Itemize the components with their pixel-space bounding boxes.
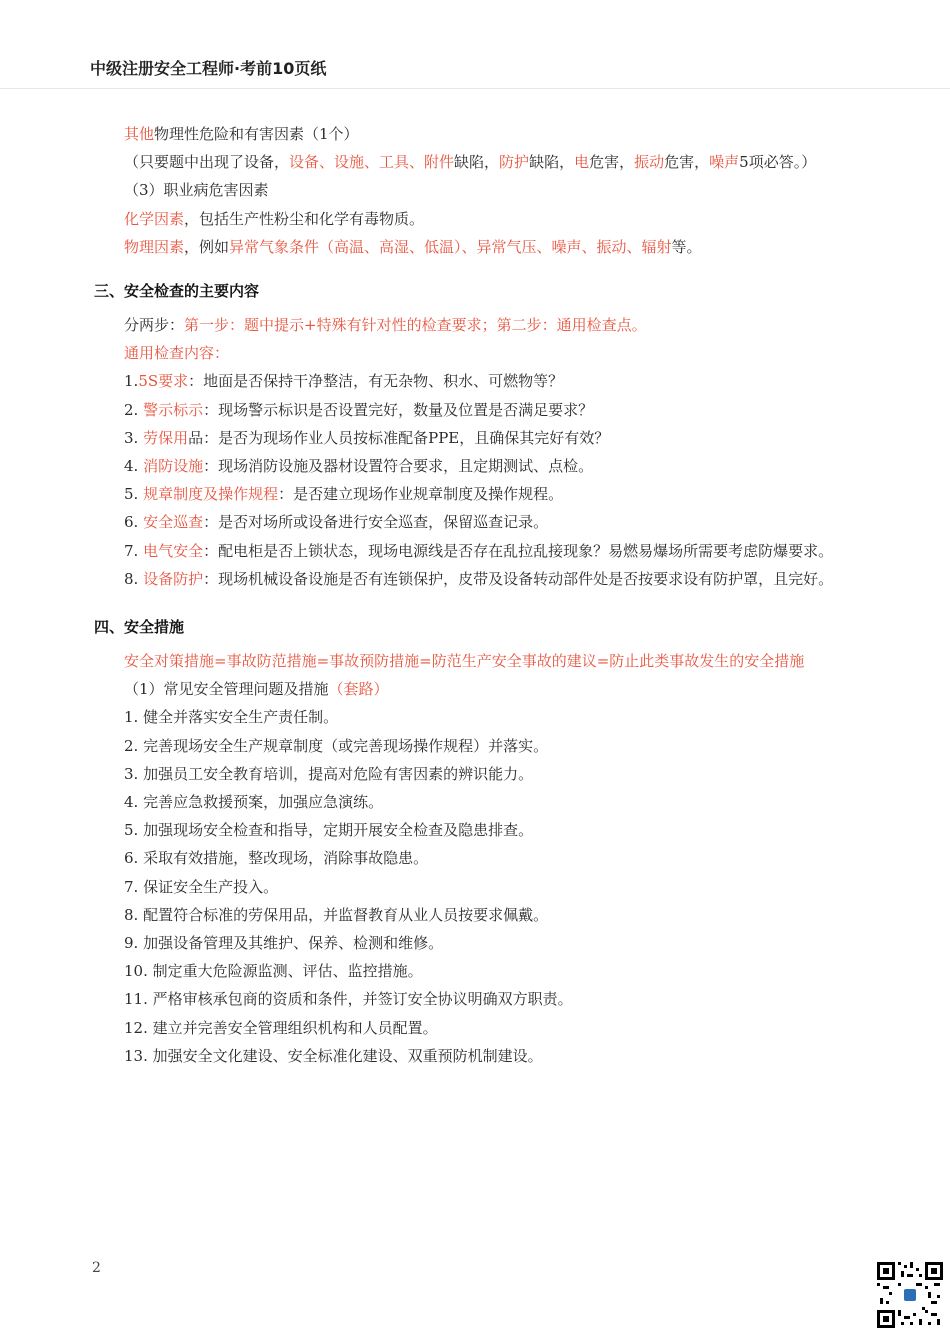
list-item: 4. 完善应急救援预案，加强应急演练。: [124, 793, 384, 812]
list-item: 3. 劳保用品：是否为现场作业人员按标准配备PPE，且确保其完好有效？: [124, 428, 610, 447]
list-item: 6. 采取有效措施，整改现场，消除事故隐患。: [124, 849, 429, 868]
section-4-heading: 四、安全措施: [94, 618, 185, 637]
section-3-heading: 三、安全检查的主要内容: [94, 282, 260, 301]
list-item: 7. 保证安全生产投入。: [124, 877, 279, 896]
list-item: 2. 警示标示：现场警示标识是否设置完好，数量及位置是否满足要求？: [124, 400, 594, 419]
measures-list: [94, 703, 839, 1070]
list-item: 7. 电气安全：配电柜是否上锁状态，现场电源线是否存在乱拉乱接现象？易燃易爆场所需要考虑防爆要求。: [124, 541, 834, 560]
header-divider: [0, 88, 950, 89]
physical-factors-line: 物理因素，例如异常气象条件（高温、高湿、低温）、异常气压、噪声、振动、辐射等。: [124, 237, 702, 256]
list-item: 11. 严格审核承包商的资质和条件，并签订安全协议明确双方职责。: [124, 990, 573, 1009]
chemical-factors-line: 化学因素，包括生产性粉尘和化学有毒物质。: [124, 209, 425, 228]
list-item: 5. 规章制度及操作规程：是否建立现场作业规章制度及操作规程。: [124, 485, 564, 504]
list-item: 5. 加强现场安全检查和指导，定期开展安全检查及隐患排查。: [124, 821, 534, 840]
list-item: 13. 加强安全文化建设、安全标准化建设、双重预防机制建设。: [124, 1046, 543, 1065]
page-header-title: 中级注册安全工程师·考前10页纸: [90, 59, 327, 78]
general-inspection-subtitle: 通用检查内容：: [124, 344, 230, 363]
list-item: 2. 完善现场安全生产规章制度（或完善现场操作规程）并落实。: [124, 736, 549, 755]
list-item: 1. 健全并落实安全生产责任制。: [124, 708, 339, 727]
occupational-hazards-title: （3）职业病危害因素: [124, 181, 269, 200]
qr-code-icon: [877, 1262, 943, 1328]
list-item: 9. 加强设备管理及其维护、保养、检测和维修。: [124, 934, 444, 953]
list-item: 6. 安全巡查：是否对场所或设备进行安全巡查，保留巡查记录。: [124, 513, 549, 532]
inspection-list: [94, 367, 839, 593]
inspection-intro: 分两步：第一步：题中提示+特殊有针对性的检查要求；第二步：通用检查点。: [124, 316, 647, 335]
list-item: 1.5S要求：地面是否保持干净整洁，有无杂物、积水、可燃物等？: [124, 372, 564, 391]
other-physical-hazards-note: （只要题中出现了设备，设备、设施、工具、附件缺陷，防护缺陷，电危害，振动危害，噪声5项必答。）: [124, 153, 817, 172]
list-item: 8. 配置符合标准的劳保用品，并监督教育从业人员按要求佩戴。: [124, 905, 549, 924]
page-number: 2: [92, 1260, 101, 1276]
common-measures-subtitle: （1）常见安全管理问题及措施（套路）: [124, 680, 389, 699]
list-item: 3. 加强员工安全教育培训，提高对危险有害因素的辨识能力。: [124, 764, 534, 783]
list-item: 12. 建立并完善安全管理组织机构和人员配置。: [124, 1018, 438, 1037]
list-item: 8. 设备防护：现场机械设备设施是否有连锁保护，皮带及设备转动部件处是否按要求设有防护罩，且完好。: [124, 569, 834, 588]
safety-measures-equation: 安全对策措施=事故防范措施=事故预防措施=防范生产安全事故的建议=防止此类事故发生的安全措施: [124, 652, 805, 671]
document-body: [94, 120, 839, 1070]
other-physical-hazards-title: 其他物理性危险和有害因素（1个）: [124, 125, 359, 143]
list-item: 4. 消防设施：现场消防设施及器材设置符合要求，且定期测试、点检。: [124, 457, 594, 476]
list-item: 10. 制定重大危险源监测、评估、监控措施。: [124, 962, 423, 981]
